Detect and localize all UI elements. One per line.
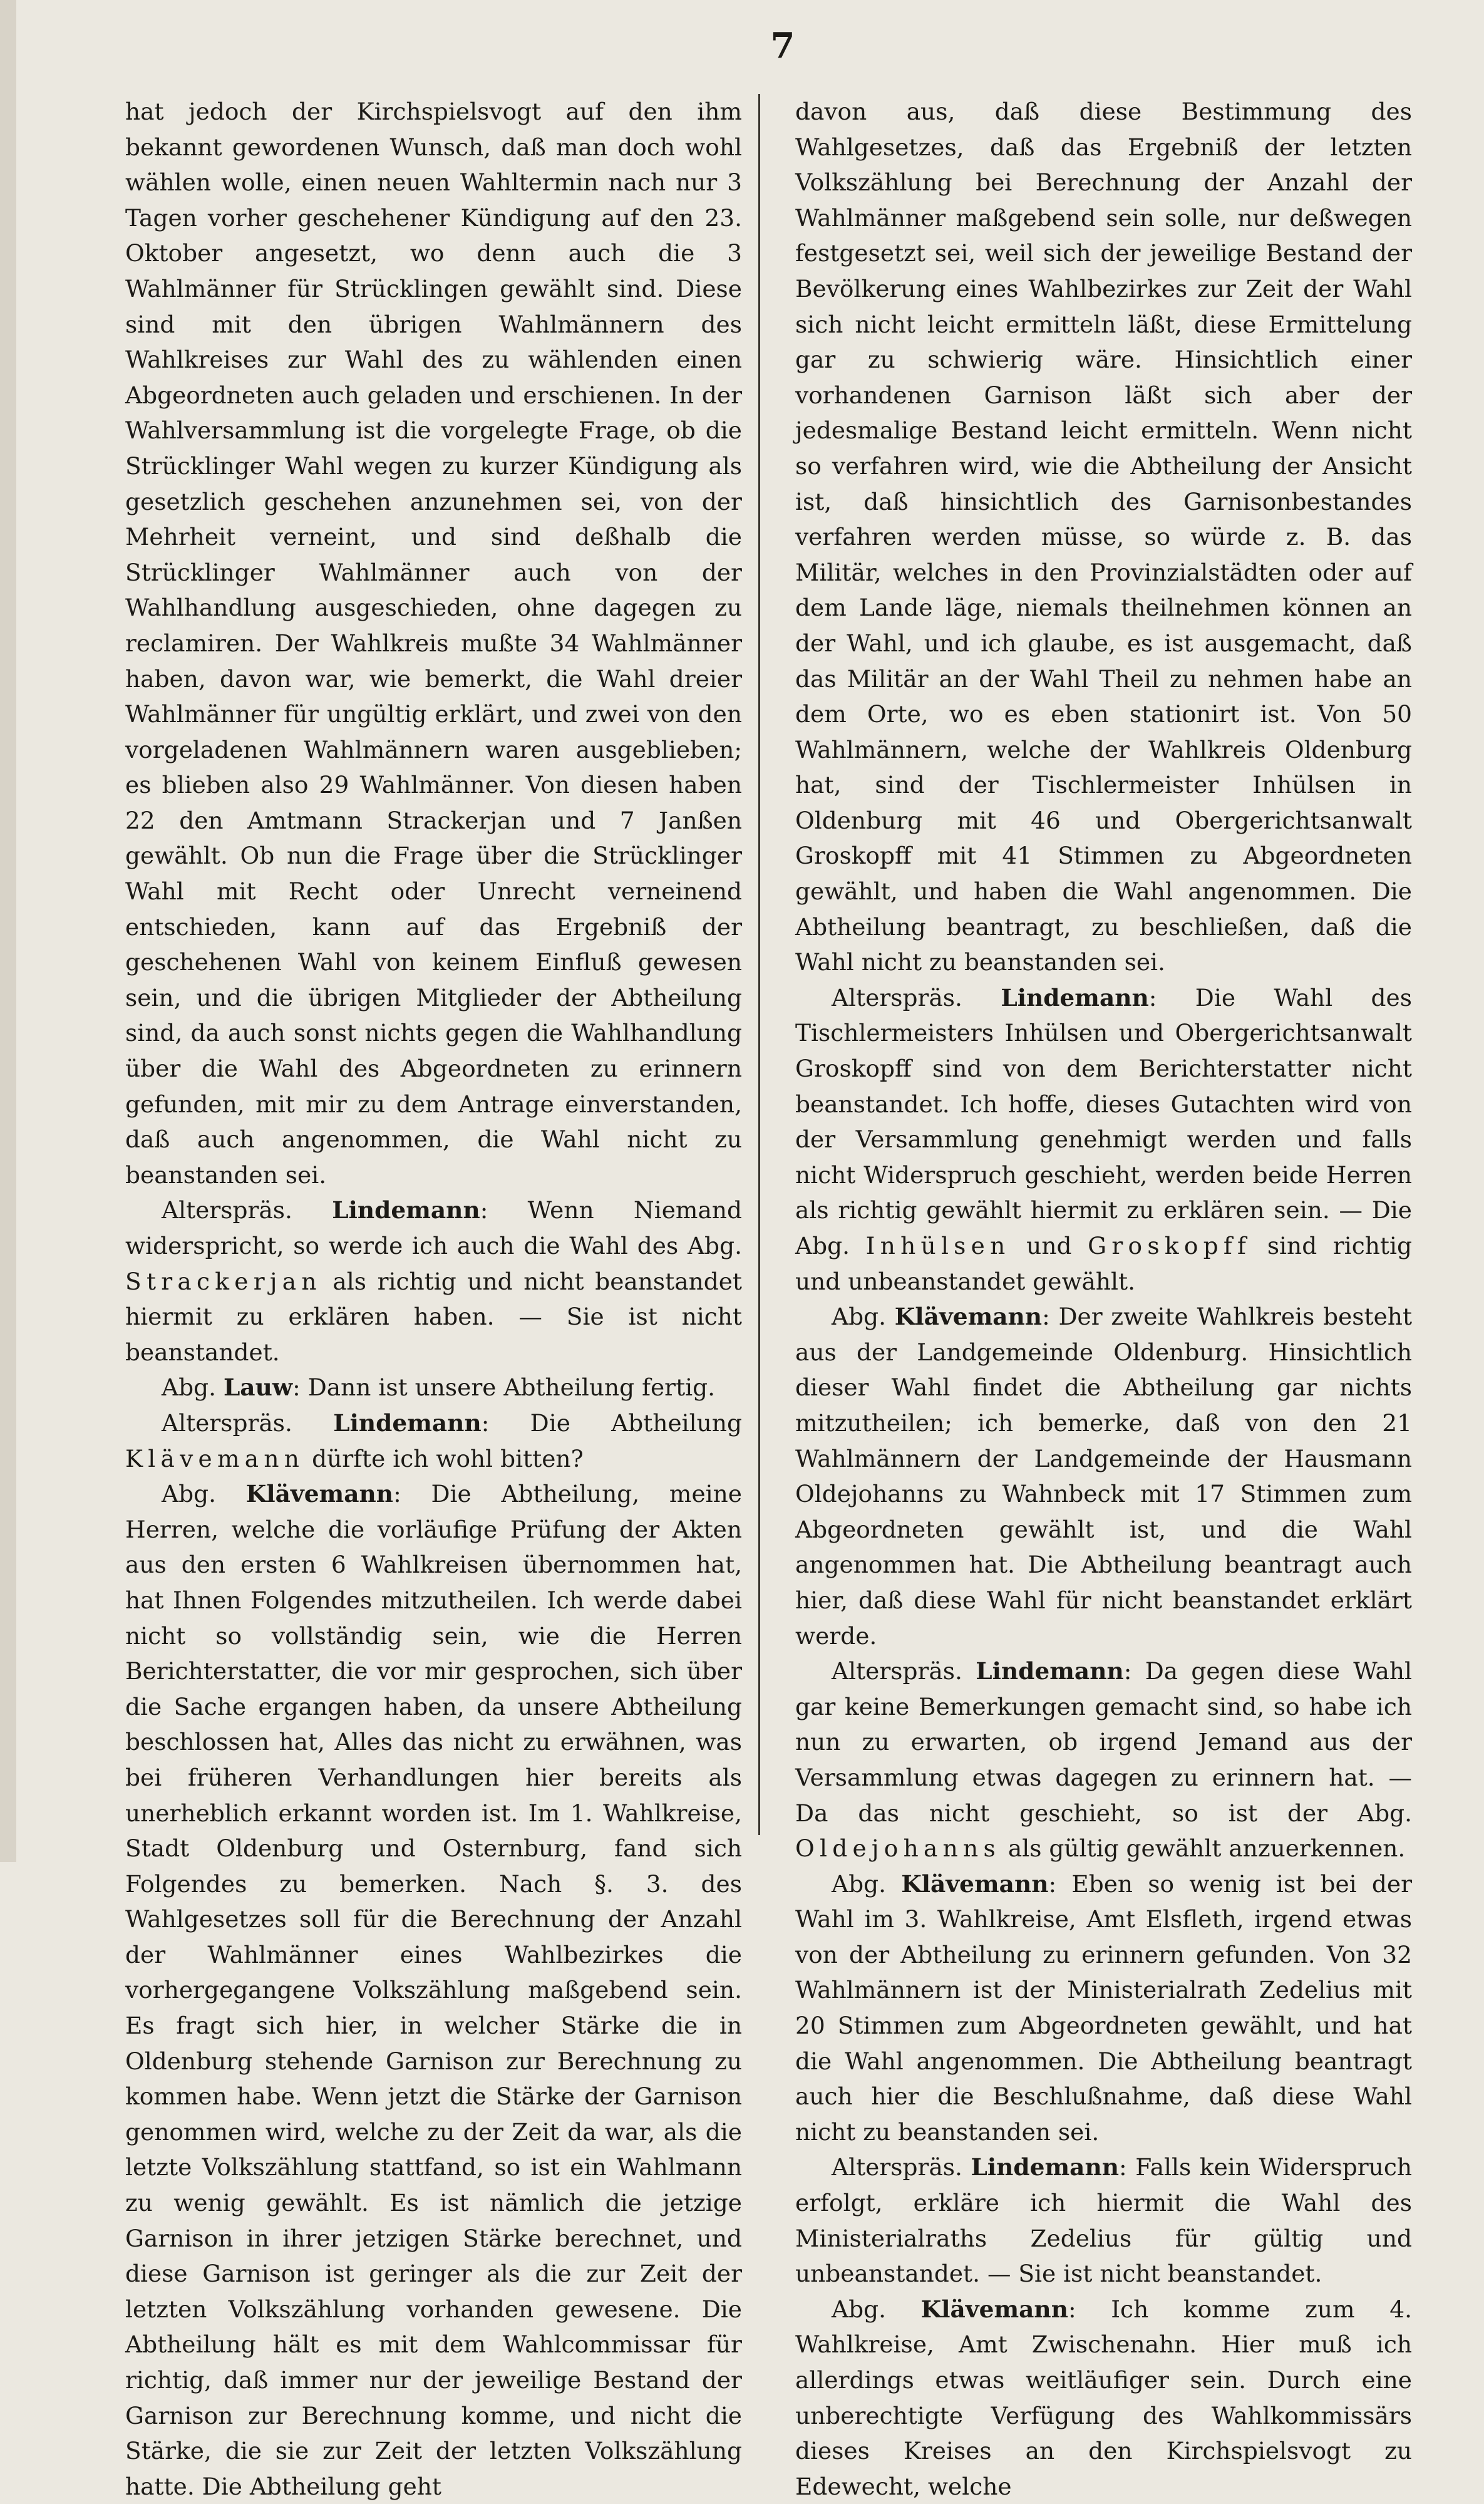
text-run: dürfte ich wohl bitten? xyxy=(304,1444,584,1472)
text-run: hat jedoch der Kirchspielsvogt auf den ihm bekannt gewordenen Wunsch, daß man doch wohl wählen wolle, einen neuen Wahltermin nach nur 3 Tagen vorher geschehener Kündigung auf den 23. Oktober angesetzt, wo denn auch die 3 Wahlmänner für Strücklingen gewählt sind. Diese sind mit den übrigen Wahlmännern des Wahlkreises zur Wahl des zu wählenden einen Abgeordneten auch geladen und erschienen. In der Wahlversammlung ist die vorgelegte Frage, ob die Strücklinger Wahl wegen zu kurzer Kündigung als gesetzlich geschehen anzunehmen sei, von der Mehrheit verneint, und sind deßhalb die Strücklinger Wahlmänner auch von der Wahlhandlung ausgeschieden, ohne dagegen zu reclamiren. Der Wahlkreis mußte 34 Wahlmänner haben, davon war, wie bemerkt, die Wahl dreier Wahlmänner für ungültig erklärt, und zwei von den vorgeladenen Wahlmännern waren ausgeblieben; es blieben also 29 Wahlmänner. Von diesen haben 22 den Amtmann Strackerjan und 7 Janßen gewählt. Ob nun die Frage über die Strücklinger Wahl mit Recht oder Unrecht verneinend entschieden, kann auf das Ergebniß der geschehenen Wahl von keinem Einfluß gewesen sein, und die übrigen Mitglieder der Abtheilung sind, da auch sonst nichts gegen die Wahlhandlung über die Wahl des Abgeordneten zu erinnern gefunden, mit mir zu dem Antrage einverstanden, daß auch angenommen, die Wahl nicht zu beanstanden sei. xyxy=(125,98,742,1189)
text-run: Alterspräs. xyxy=(832,2153,971,2181)
text-run: Abg. xyxy=(832,2295,921,2323)
text-run: Abg. xyxy=(832,1303,895,1331)
speaker-name: Lindemann xyxy=(976,1657,1124,1685)
text-run: : Eben so wenig ist bei der Wahl im 3. Wahlkreise, Amt Elsfleth, irgend etwas von der Abtheilung zu erinnern gefunden. Von 32 Wahlmännern ist der Ministerialrath Zedelius mit 20 Stimmen zum Abgeordneten gewählt, und hat die Wahl angenommen. Die Abtheilung beantragt auch hier die Beschlußnahme, daß diese Wahl nicht zu beanstanden sei. xyxy=(795,1870,1412,2146)
spaced-name: Strackerjan xyxy=(125,1267,322,1295)
text-run: und xyxy=(1010,1232,1088,1260)
paragraph xyxy=(795,2292,1412,2504)
paragraph xyxy=(125,1370,742,1405)
text-run: Abg. xyxy=(832,1870,902,1898)
paragraph xyxy=(125,1193,742,1370)
paragraph xyxy=(795,2150,1412,2291)
spaced-name: Inhülsen xyxy=(865,1232,1011,1260)
speaker-name: Lauw xyxy=(223,1374,293,1402)
text-run: als gültig gewählt anzuerkennen. xyxy=(1000,1834,1406,1863)
speaker-name: Lindemann xyxy=(971,2153,1120,2181)
paragraph xyxy=(125,1405,742,1476)
text-run: davon aus, daß diese Bestimmung des Wahlgesetzes, daß das Ergebniß der letzten Volkszählung bei Berechnung der Anzahl der Wahlmänner maßgebend sein solle, nur deßwegen festgesetzt sei, weil sich der jeweilige Bestand der Bevölkerung eines Wahlbezirkes zur Zeit der Wahl sich nicht leicht ermitteln läßt, diese Ermittelung gar zu schwierig wäre. Hinsichtlich einer vorhandenen Garnison läßt sich aber der jedesmalige Bestand leicht ermitteln. Wenn nicht so verfahren wird, wie die Abtheilung der Ansicht ist, daß hinsichtlich des Garnisonbestandes verfahren werden müsse, so würde z. B. das Militär, welches in den Provinzialstädten oder auf dem Lande läge, niemals theilnehmen können an der Wahl, und ich glaube, es ist ausgemacht, daß das Militär an der Wahl Theil zu nehmen habe an dem Orte, wo es eben stationirt ist. Von 50 Wahlmännern, welche der Wahlkreis Oldenburg hat, sind der Tischlermeister Inhülsen in Oldenburg mit 46 und Obergerichtsanwalt Groskopff mit 41 Stimmen zu Abgeordneten gewählt, und haben die Wahl angenommen. Die Abtheilung beantragt, zu beschließen, daß die Wahl nicht zu beanstanden sei. xyxy=(795,98,1412,976)
left-column xyxy=(125,94,742,2500)
text-run: Alterspräs. xyxy=(162,1409,334,1437)
speaker-name: Klävemann xyxy=(901,1870,1049,1898)
text-run: : Die Wahl des Tischlermeisters Inhülsen und Obergerichtsanwalt Groskopff sind von dem Berichterstatter nicht beanstandet. Ich hoffe, dieses Gutachten wird von der Versammlung genehmigt werden und falls nicht Widerspruch geschieht, werden beide Herren als richtig gewählt hiermit zu erklären sein. — Die Abg. xyxy=(795,983,1412,1260)
speaker-name: Klävemann xyxy=(920,2295,1068,2323)
text-run: als richtig und nicht beanstandet hiermit zu erklären haben. — Sie ist nicht beanstandet. xyxy=(125,1267,742,1366)
paragraph xyxy=(795,94,1412,980)
text-run: : Die Abtheilung xyxy=(481,1409,742,1437)
paragraph xyxy=(125,94,742,1193)
text-run: : Dann ist unsere Abtheilung fertig. xyxy=(292,1374,716,1402)
text-run: sind richtig und unbeanstandet gewählt. xyxy=(795,1232,1412,1295)
text-run: Alterspräs. xyxy=(832,1657,976,1685)
text-run: : Ich komme zum 4. Wahlkreise, Amt Zwischenahn. Hier muß ich allerdings etwas weitläufiger sein. Durch eine unberechtigte Verfügung des Wahlkommissärs dieses Kreises an den Kirchspielsvogt zu Edewecht, welche xyxy=(795,2295,1413,2500)
speaker-name: Klävemann xyxy=(245,1480,394,1508)
right-column xyxy=(795,94,1413,2500)
speaker-name: Lindemann xyxy=(333,1409,482,1437)
page-number: 7 xyxy=(770,25,795,66)
spaced-name: Klävemann xyxy=(125,1444,305,1472)
text-run: : Da gegen diese Wahl gar keine Bemerkungen gemacht sind, so habe ich nun zu erwarten, ob irgend Jemand aus der Versammlung etwas dagegen zu erinnern hat. — Da das nicht geschieht, so ist der Abg. xyxy=(795,1657,1412,1827)
speaker-name: Lindemann xyxy=(1001,983,1149,1011)
text-run: : Der zweite Wahlkreis besteht aus der Landgemeinde Oldenburg. Hinsichtlich dieser Wahl findet die Abtheilung gar nichts mitzutheilen; ich bemerke, daß von den 21 Wahlmännern der Landgemeinde der Hausmann Oldejohanns zu Wahnbeck mit 17 Stimmen zum Abgeordneten gewählt ist, und die Wahl angenommen hat. Die Abtheilung beantragt auch hier, daß diese Wahl für nicht beanstandet erklärt werde. xyxy=(795,1303,1413,1650)
page-gutter-edge xyxy=(0,0,16,1862)
paragraph xyxy=(795,1866,1412,2150)
text-run: : Die Abtheilung, meine Herren, welche die vorläufige Prüfung der Akten aus den ersten 6 Wahlkreisen übernommen hat, hat Ihnen Folgendes mitzutheilen. Ich werde dabei nicht so vollständig sein, wie die Herren Berichterstatter, die vor mir gesprochen, sich über die Sache ergangen haben, da unsere Abtheilung beschlossen hat, Alles das nicht zu erwähnen, was bei früheren Verhandlungen hier bereits als unerheblich erkannt worden ist. Im 1. Wahlkreise, Stadt Oldenburg und Osternburg, fand sich Folgendes zu bemerken. Nach §. 3. des Wahlgesetzes soll für die Berechnung der Anzahl der Wahlmänner eines Wahlbezirkes die vorhergegangene Volkszählung maßgebend sein. Es fragt sich hier, in welcher Stärke die in Oldenburg stehende Garnison zur Berechnung zu kommen habe. Wenn jetzt die Stärke der Garnison genommen wird, welche zu der Zeit da war, als die letzte Volkszählung stattfand, so ist ein Wahlmann zu wenig gewählt. Es ist nämlich die jetzige Garnison in ihrer jetzigen Stärke berechnet, und diese Garnison ist geringer als die zur Zeit der letzten Volkszählung vorhanden gewesene. Die Abtheilung hält es mit dem Wahlcommissar für richtig, daß immer nur der jeweilige Bestand der Garnison zur Berechnung komme, und nicht die Stärke, die sie zur Zeit der letzten Volkszählung hatte. Die Abtheilung geht xyxy=(125,1480,742,2500)
spaced-name: Oldejohanns xyxy=(795,1834,1001,1863)
paragraph xyxy=(795,980,1412,1299)
speaker-name: Klävemann xyxy=(894,1303,1043,1331)
text-run: : Falls kein Widerspruch erfolgt, erkläre ich hiermit die Wahl des Ministerialraths Zedelius für gültig und unbeanstandet. — Sie ist nicht beanstandet. xyxy=(795,2153,1412,2288)
speaker-name: Lindemann xyxy=(332,1196,480,1224)
paragraph xyxy=(125,1476,742,2504)
spaced-name: Groskopff xyxy=(1088,1232,1252,1260)
column-divider xyxy=(758,94,760,1835)
text-run: Alterspräs. xyxy=(832,983,1001,1011)
text-run: Alterspräs. xyxy=(162,1196,332,1224)
paragraph xyxy=(795,1653,1412,1866)
text-run: : Wenn Niemand widerspricht, so werde ich auch die Wahl des Abg. xyxy=(125,1196,742,1260)
paragraph xyxy=(795,1299,1412,1653)
text-run: Abg. xyxy=(162,1374,224,1402)
text-run: Abg. xyxy=(162,1480,246,1508)
